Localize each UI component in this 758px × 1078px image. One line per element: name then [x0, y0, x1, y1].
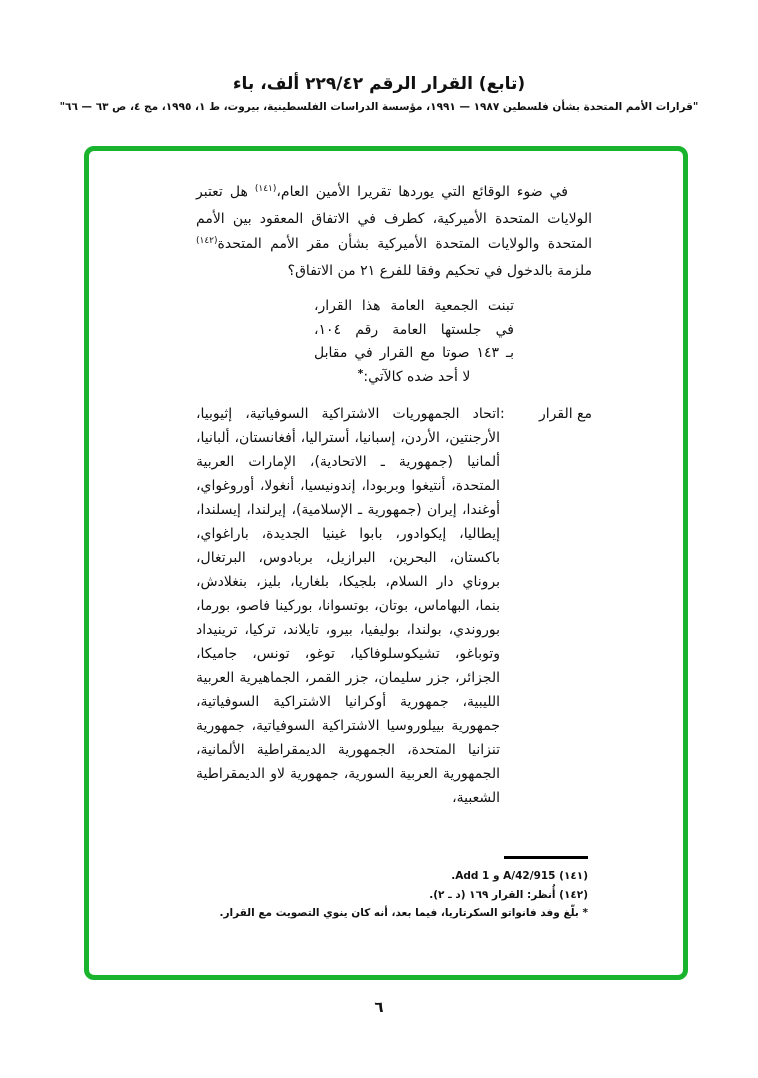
- adoption-paragraph: [314, 295, 514, 389]
- vote-for-label-colon: :: [500, 406, 505, 422]
- question-text-2: هل تعتبر الولايات المتحدة الأميركية، كطرف في الاتفاق المعقود بين الأمم المتحدة والولايات المتحدة الأميركية بشأن مقر الأمم المتحدة: [196, 184, 592, 252]
- adoption-line-1: تبنت الجمعية العامة هذا القرار،: [314, 298, 514, 314]
- footnote-141: (١٤١) A/42/915 و Add 1.: [451, 870, 588, 882]
- vote-for-label-text: مع القرار: [538, 406, 592, 422]
- footnote-separator: [504, 856, 588, 859]
- adoption-line-3: بـ ١٤٣ صوتا مع القرار في مقابل: [314, 345, 514, 361]
- footnotes-section: [164, 856, 588, 924]
- vote-for-row: [196, 402, 592, 810]
- country-list: اتحاد الجمهوريات الاشتراكية السوفياتية، إثيوبيا، الأرجنتين، الأردن، إسبانيا، أستراليا، أفغانستان، ألبانيا، ألمانيا (جمهورية ـ الاتحادية)، الإمارات العربية المتحدة، أنتيغوا وبربودا، إندونيسيا، أنغولا، أوروغواي، أوغندا، إيران (جمهورية ـ الإسلامية)، إيرلندا، إيسلندا، إيطاليا، إيكوادور، بابوا غينيا الجديدة، باراغواي، باكستان، البحرين، البرازيل، بربادوس، البرتغال، بروناي دار السلام، بلجيكا، بلغاريا، بليز، بنغلادش، بنما، البهاماس، بوتان، بوتسوانا، بوركينا فاصو، بورما، بوروندي، بولندا، بوليفيا، بيرو، تايلاند، تركيا، ترينيداد وتوباغو، تشيكوسلوفاكيا، توغو، تونس، جاميكا، الجزائر، جزر سليمان، جزر القمر، الجماهيرية العربية الليبية، جمهورية أوكرانيا الاشتراكية السوفياتية، جمهورية بييلوروسيا الاشتراكية السوفياتية، جمهورية تنزانيا المتحدة، الجمهورية الديمقراطية الألمانية، الجمهورية العربية السورية، جمهورية لاو الديمقراطية الشعبية،: [196, 406, 500, 806]
- question-paragraph: [196, 180, 592, 284]
- adoption-line-2: في جلستها العامة رقم ١٠٤،: [314, 321, 514, 338]
- footnote-ref-141: (١٤١): [254, 184, 277, 194]
- asterisk-marker: *: [357, 366, 364, 380]
- footnote-142: (١٤٢) أُنظر: القرار ١٦٩ (د ـ ٢).: [429, 888, 588, 901]
- page-title: (تابع) القرار الرقم ٢٢٩/٤٢ ألف، باء: [232, 74, 526, 94]
- footnote-ref-142: (١٤٢): [196, 236, 218, 246]
- question-text-1: في ضوء الوقائع التي يوردها تقريرا الأمين العام،: [276, 184, 568, 200]
- resolution-content: [196, 180, 592, 810]
- adoption-line-4: [314, 366, 514, 390]
- source-citation: "قرارات الأمم المتحدة بشأن فلسطين ١٩٨٧ — ١٩٩١، مؤسسة الدراسات الفلسطينية، بيروت، ط ١، ١٩٩٥، مج ٤، ص ٦٣ — ٦٦": [59, 101, 699, 113]
- footnote-asterisk: * بلّغ وفد فانواتو السكرتاريا، فيما بعد، أنه كان ينوي التصويت مع القرار.: [219, 907, 588, 919]
- question-text-3: ملزمة بالدخول في تحكيم وفقا للفرع ٢١ من الاتفاق؟: [287, 263, 592, 279]
- page-number: ٦: [374, 998, 384, 1016]
- vote-for-label: [500, 402, 592, 426]
- adoption-line-4-text: لا أحد ضده كالآتي:: [363, 368, 471, 385]
